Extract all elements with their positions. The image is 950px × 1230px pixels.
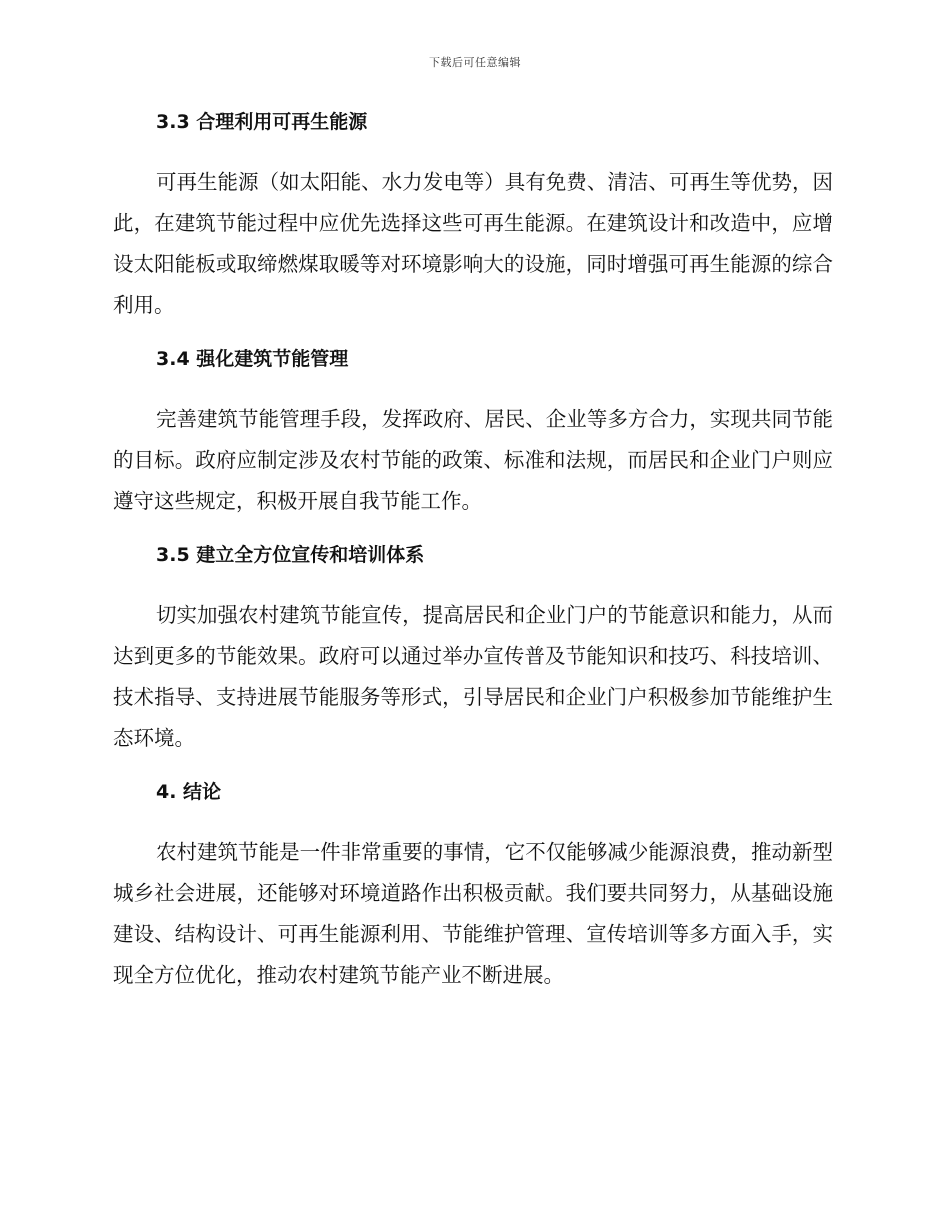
section-heading: 3.4 强化建筑节能管理: [156, 348, 349, 370]
section-3-5: [113, 541, 833, 759]
section-heading: 3.5 建立全方位宣传和培训体系: [156, 544, 425, 566]
section-paragraph: 农村建筑节能是一件非常重要的事情，它不仅能够减少能源浪费，推动新型城乡社会进展，还能够对环境道路作出积极贡献。我们要共同努力，从基础设施建设、结构设计、可再生能源利用、节能维护管理、宣传培训等多方面入手，实现全方位优化，推动农村建筑节能产业不断进展。: [113, 840, 833, 987]
section-4-conclusion: [113, 778, 833, 996]
section-paragraph: 切实加强农村建筑节能宣传，提高居民和企业门户的节能意识和能力，从而达到更多的节能效果。政府可以通过举办宣传普及节能知识和技巧、科技培训、技术指导、支持进展节能服务等形式，引导居民和企业门户积极参加节能维护生态环境。: [113, 603, 833, 750]
section-paragraph: 可再生能源（如太阳能、水力发电等）具有免费、清洁、可再生等优势，因此，在建筑节能过程中应优先选择这些可再生能源。在建筑设计和改造中，应增设太阳能板或取缔燃煤取暖等对环境影响大的设施，同时增强可再生能源的综合利用。: [113, 170, 833, 317]
section-3-3: [113, 108, 833, 326]
page-header: 下载后可任意编辑: [429, 56, 521, 69]
document-body: [113, 108, 833, 1015]
section-paragraph: 完善建筑节能管理手段，发挥政府、居民、企业等多方合力，实现共同节能的目标。政府应制定涉及农村节能的政策、标准和法规，而居民和企业门户则应遵守这些规定，积极开展自我节能工作。: [113, 407, 833, 513]
section-heading: 4. 结论: [156, 781, 222, 803]
section-3-4: [113, 345, 833, 522]
section-heading: 3.3 合理利用可再生能源: [156, 111, 368, 133]
